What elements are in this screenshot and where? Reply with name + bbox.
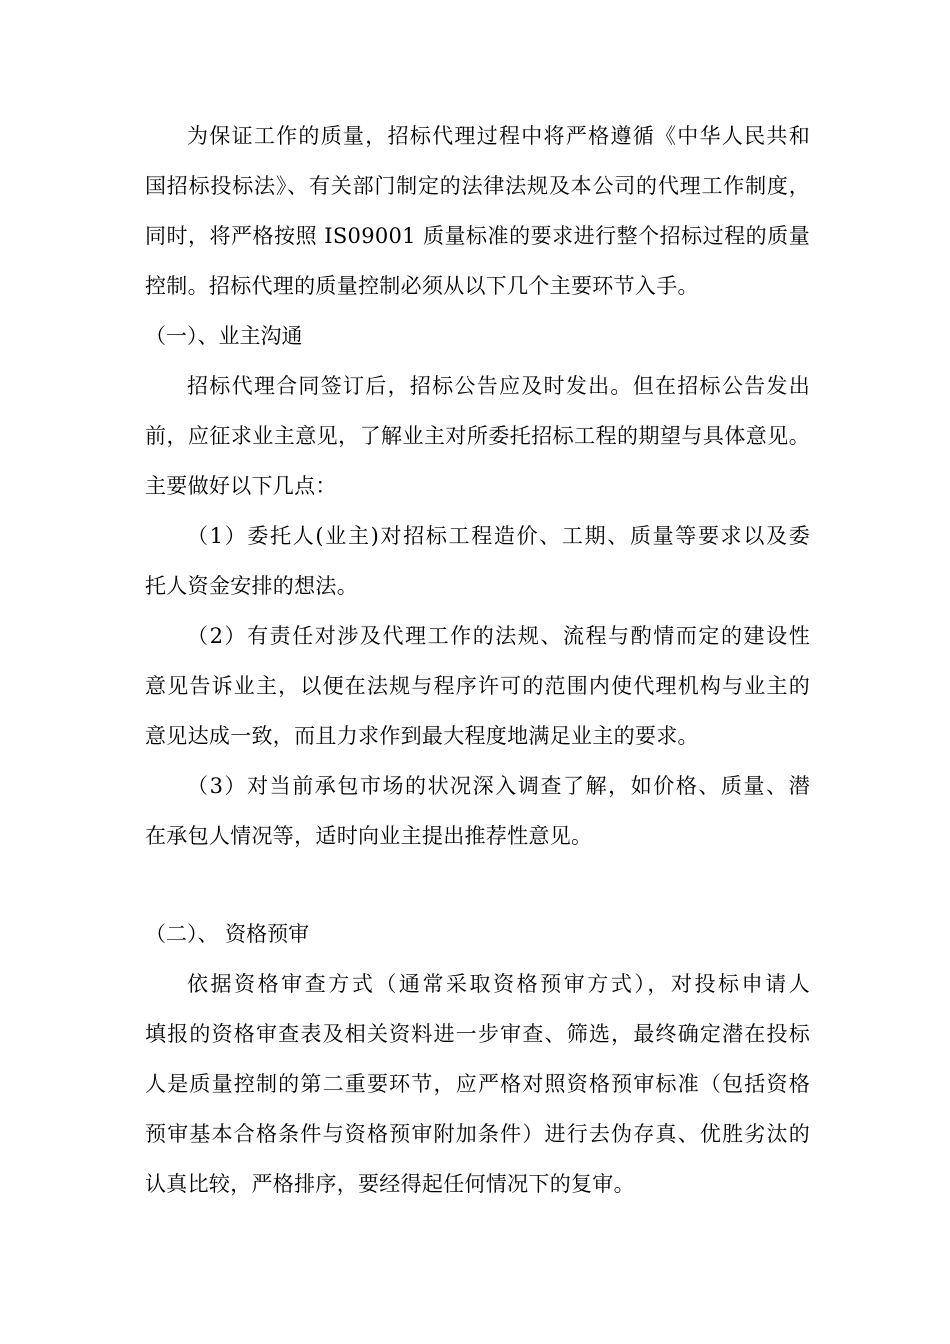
section2-line-3: 人是质量控制的第二重要环节，应严格对照资格预审标准（包括资格 <box>145 1072 810 1096</box>
intro-line-1: 为保证工作的质量，招标代理过程中将严格遵循《中华人民共和 <box>187 124 810 148</box>
section1-intro-line-3: 主要做好以下几点： <box>145 474 337 498</box>
item3-line-1: （3）对当前承包市场的状况深入调查了解，如价格、质量、潜 <box>187 774 810 798</box>
section-heading-1: （一）、业主沟通 <box>145 324 303 348</box>
item2-line-3: 意见达成一致，而且力求作到最大程度地满足业主的要求。 <box>145 724 699 748</box>
intro-line-4: 控制。招标代理的质量控制必须从以下几个主要环节入手。 <box>145 274 699 298</box>
item1-line-1: （1）委托人(业主)对招标工程造价、工期、质量等要求以及委 <box>187 524 810 548</box>
section1-intro-line-1: 招标代理合同签订后，招标公告应及时发出。但在招标公告发出 <box>187 374 810 398</box>
section2-line-4: 预审基本合格条件与资格预审附加条件）进行去伪存真、优胜劣汰的 <box>145 1122 810 1146</box>
section2-line-1: 依据资格审查方式（通常采取资格预审方式），对投标申请人 <box>187 972 810 996</box>
item3-line-2: 在承包人情况等，适时向业主提出推荐性意见。 <box>145 824 593 848</box>
item2-line-1: （2）有责任对涉及代理工作的法规、流程与酌情而定的建设性 <box>187 624 810 648</box>
section-heading-2: （二）、 资格预审 <box>145 922 310 946</box>
section2-line-5: 认真比较，严格排序，要经得起任何情况下的复审。 <box>145 1172 635 1196</box>
section2-line-2: 填报的资格审查表及相关资料进一步审查、筛选，最终确定潜在投标 <box>145 1022 810 1046</box>
item1-line-2: 托人资金安排的想法。 <box>145 574 358 598</box>
intro-line-2: 国招标投标法》、有关部门制定的法律法规及本公司的代理工作制度， <box>145 174 810 198</box>
section1-intro-line-2: 前，应征求业主意见，了解业主对所委托招标工程的期望与具体意见。 <box>145 424 810 448</box>
intro-line-3: 同时，将严格按照 IS09001 质量标准的要求进行整个招标过程的质量 <box>145 224 810 248</box>
item2-line-2: 意见告诉业主，以便在法规与程序许可的范围内使代理机构与业主的 <box>145 674 810 698</box>
